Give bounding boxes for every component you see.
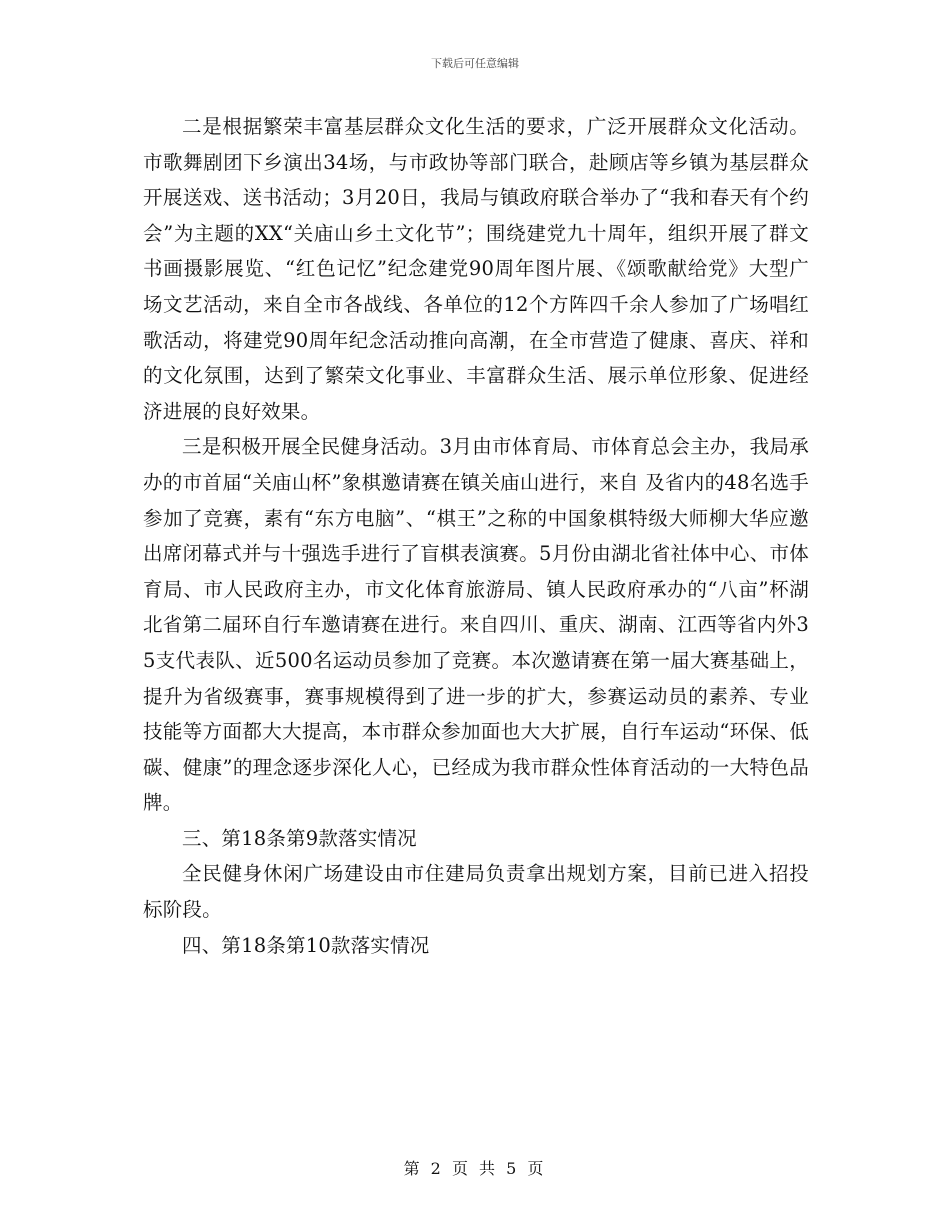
paragraph-national-fitness-activities: 三是积极开展全民健身活动。3月由市体育局、市体育总会主办，我局承办的市首届“关庙山杯”象棋邀请赛在镇关庙山进行，来自 及省内的48名选手参加了竞赛，素有“东方电脑”、“棋王”之称的中国象棋特级大师柳大华应邀出席闭幕式并与十强选手进行了盲棋表演赛。5月份由湖北省社体中心、市体育局、市人民政府主办，市文化体育旅游局、镇人民政府承办的“八亩”杯湖北省第二届环自行车邀请赛在进行。来自四川、重庆、湖南、江西等省内外35支代表队、近500名运动员参加了竞赛。本次邀请赛在第一届大赛基础上，提升为省级赛事，赛事规模得到了进一步的扩大，参赛运动员的素养、专业技能等方面都大大提高，本市群众参加面也大大扩展，自行车运动“环保、低碳、健康”的理念逐步深化人心，已经成为我市群众性体育活动的一大特色品牌。 xyxy=(143,435,809,815)
section-heading-article-18-clause-9: 三、第18条第9款落实情况 xyxy=(182,826,417,850)
page-number-footer: 第 2 页 共 5 页 xyxy=(403,1159,547,1178)
paragraph-fitness-plaza-construction: 全民健身休闲广场建设由市住建局负责拿出规划方案，目前已进入招投标阶段。 xyxy=(143,862,809,922)
section-heading-article-18-clause-10: 四、第18条第10款落实情况 xyxy=(182,933,430,957)
page-header: 下载后可任意编辑 xyxy=(431,57,519,70)
document-body xyxy=(143,109,809,963)
paragraph-mass-culture-activities: 二是根据繁荣丰富基层群众文化生活的要求，广泛开展群众文化活动。市歌舞剧团下乡演出34场，与市政协等部门联合，赴顾店等乡镇为基层群众开展送戏、送书活动；3月20日，我局与镇政府联合举办了“我和春天有个约会”为主题的XX“关庙山乡土文化节”；围绕建党九十周年，组织开展了群文书画摄影展览、“红色记忆”纪念建党90周年图片展、《颂歌献给党》大型广场文艺活动，来自全市各战线、各单位的12个方阵四千余人参加了广场唱红歌活动，将建党90周年纪念活动推向高潮，在全市营造了健康、喜庆、祥和的文化氛围，达到了繁荣文化事业、丰富群众生活、展示单位形象、促进经济进展的良好效果。 xyxy=(143,115,809,423)
